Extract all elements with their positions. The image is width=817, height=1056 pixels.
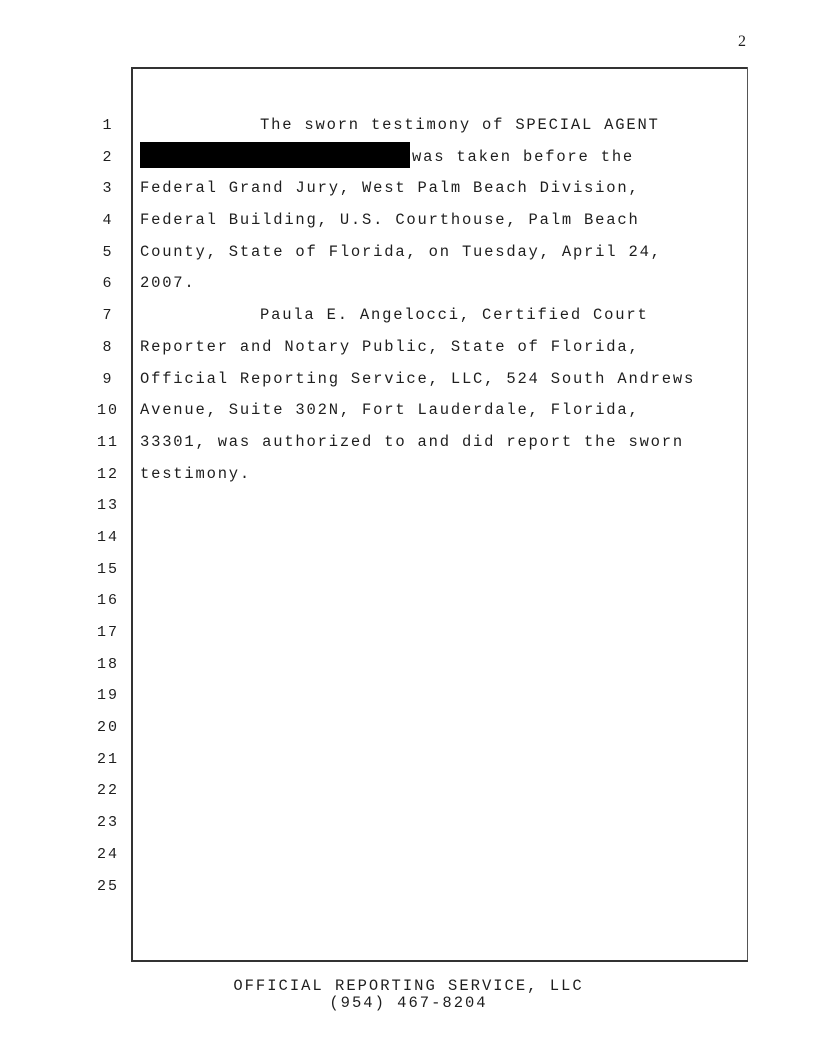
line-number: 3 — [102, 180, 114, 198]
page-number: 2 — [738, 33, 746, 50]
line-number: 12 — [96, 465, 119, 483]
text-line-2-content: was taken before the — [412, 147, 635, 166]
line-number: 14 — [96, 528, 119, 546]
text-line-7: Paula E. Angelocci, Certified Court — [260, 306, 649, 325]
text-line-1: The sworn testimony of SPECIAL AGENT — [260, 116, 660, 134]
line-number-column — [92, 110, 124, 902]
text-line-9: Official Reporting Service, LLC, 524 South Andrews — [140, 369, 696, 388]
line-number: 8 — [102, 338, 114, 356]
line-number: 23 — [96, 814, 119, 832]
text-line-6: 2007. — [140, 274, 196, 293]
text-line-2 — [140, 142, 740, 174]
text-line-10: Avenue, Suite 302N, Fort Lauderdale, Florida, — [140, 401, 640, 420]
footer-phone: (954) 467-8204 — [329, 994, 488, 1012]
text-line-11: 33301, was authorized to and did report the sworn — [140, 432, 684, 451]
line-number: 20 — [96, 719, 119, 737]
redaction-bar — [140, 142, 410, 168]
footer-company: OFFICIAL REPORTING SERVICE, LLC — [233, 977, 584, 995]
line-number: 9 — [102, 370, 114, 388]
frame-left-rule — [131, 67, 133, 962]
text-line-5: County, State of Florida, on Tuesday, April 24, — [140, 242, 662, 261]
line-number: 2 — [102, 148, 114, 166]
line-number: 11 — [96, 433, 119, 451]
text-line-3: Federal Grand Jury, West Palm Beach Division, — [140, 179, 640, 198]
frame-top-rule — [132, 67, 748, 69]
line-number: 17 — [96, 624, 119, 641]
line-number: 19 — [96, 687, 119, 705]
text-line-4: Federal Building, U.S. Courthouse, Palm Beach — [140, 211, 640, 230]
line-number: 4 — [102, 212, 114, 230]
transcript-body — [140, 110, 740, 490]
frame-right-rule — [747, 67, 748, 962]
line-number: 15 — [96, 560, 119, 578]
line-number: 6 — [102, 275, 114, 293]
line-number: 10 — [96, 402, 119, 420]
frame-bottom-rule — [132, 960, 748, 962]
line-number: 18 — [96, 655, 119, 673]
text-line-8: Reporter and Notary Public, State of Florida, — [140, 337, 640, 356]
line-number: 24 — [96, 845, 119, 863]
line-number: 13 — [96, 497, 119, 515]
line-number: 25 — [96, 877, 119, 895]
line-number: 5 — [102, 243, 114, 261]
line-number: 1 — [102, 117, 114, 134]
text-line-12: testimony. — [140, 464, 252, 483]
line-number: 21 — [96, 750, 119, 768]
line-number: 7 — [102, 307, 114, 325]
line-number: 22 — [96, 782, 119, 800]
line-number: 16 — [96, 592, 119, 610]
